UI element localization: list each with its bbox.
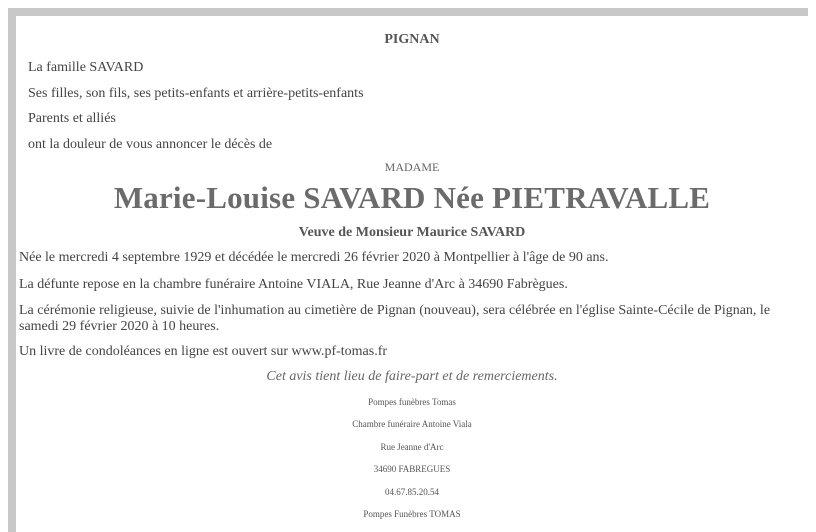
- ceremony-paragraph: La cérémonie religieuse, suivie de l'inhumation au cimetière de Pignan (nouveau), sera célébrée en l'église Sainte-Cécile de Pignan, le samedi 29 février 2020 à 10 heures.: [19, 303, 771, 334]
- obituary-panel: [16, 16, 808, 532]
- footer-line-5: 04.67.85.20.54: [385, 487, 439, 497]
- deceased-name: Marie-Louise SAVARD Née PIETRAVALLE: [113, 180, 711, 215]
- deceased-title: MADAME: [384, 160, 440, 174]
- footer-line-2: Chambre funéraire Antoine Viala: [352, 419, 472, 429]
- family-line-3: Parents et alliés: [28, 111, 116, 126]
- resting-place-paragraph: La défunte repose en la chambre funéraire Antoine VIALA, Rue Jeanne d'Arc à 34690 Fabrègues.: [19, 277, 568, 292]
- notice-frame: [8, 8, 808, 532]
- footer-line-1: Pompes funèbres Tomas: [368, 397, 456, 407]
- footer-line-3: Rue Jeanne d'Arc: [380, 442, 444, 452]
- birth-death-paragraph: Née le mercredi 4 septembre 1929 et décédée le mercredi 26 février 2020 à Montpellier à l'âge de 90 ans.: [19, 250, 609, 265]
- widow-of-line: Veuve de Monsieur Maurice SAVARD: [298, 225, 526, 240]
- footer-line-6: Pompes Funèbres TOMAS: [363, 509, 461, 519]
- family-line-2: Ses filles, son fils, ses petits-enfants et arrière-petits-enfants: [28, 86, 364, 101]
- family-line-1: La famille SAVARD: [28, 60, 144, 75]
- condolences-paragraph: Un livre de condoléances en ligne est ouvert sur www.pf-tomas.fr: [19, 344, 388, 359]
- notice-statement: Cet avis tient lieu de faire-part et de remerciements.: [266, 369, 558, 384]
- family-line-4: ont la douleur de vous annoncer le décès de: [28, 137, 273, 152]
- city-heading: PIGNAN: [384, 32, 440, 47]
- footer-line-4: 34690 FABREGUES: [373, 464, 451, 474]
